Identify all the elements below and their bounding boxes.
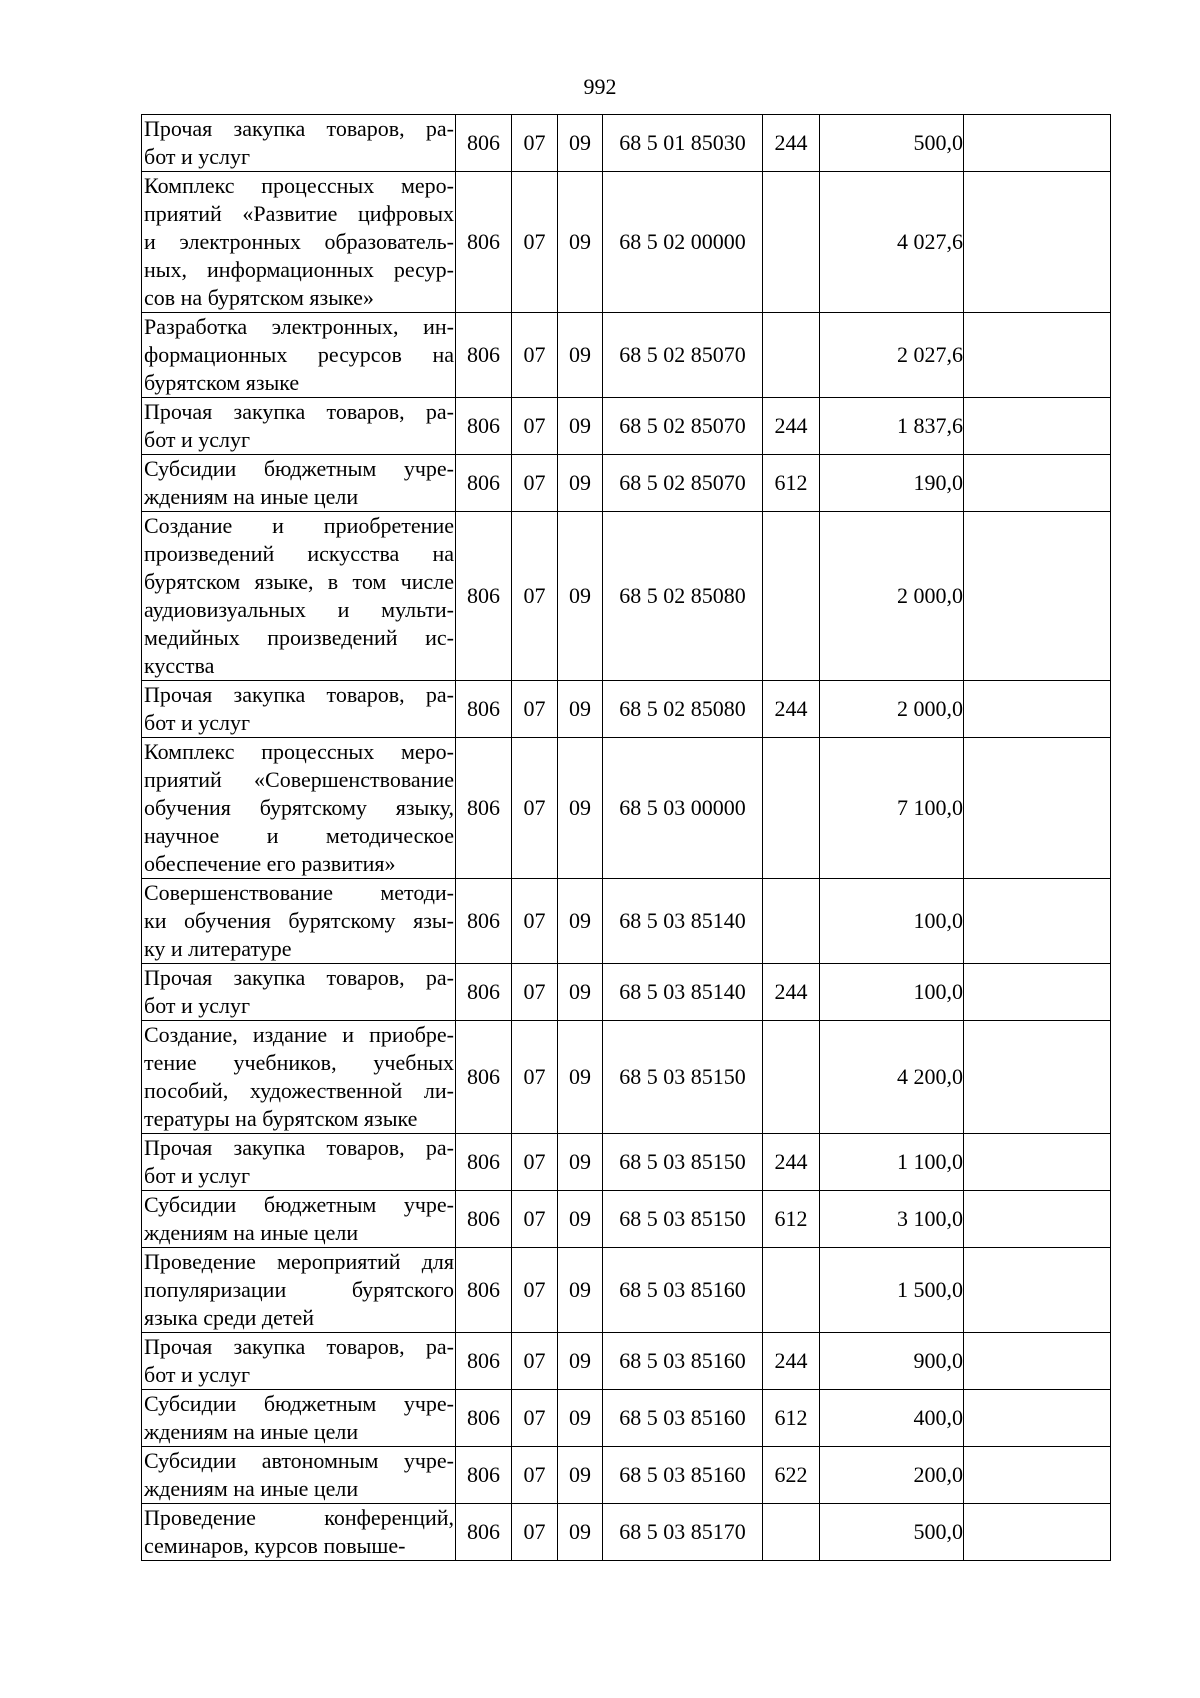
item-name-line: Проведение мероприятий для: [144, 1249, 454, 1274]
item-name-cell: [142, 1021, 456, 1134]
item-name-line: ку и литературе: [144, 936, 292, 961]
amount-cell: 1 100,0: [820, 1134, 964, 1191]
item-name-line: пособий, художественной ли-: [144, 1078, 454, 1103]
expense-type-cell: [763, 313, 820, 398]
item-name-cell: [142, 738, 456, 879]
target-article-cell: 68 5 02 85070: [603, 313, 763, 398]
ministry-code-cell: 806: [456, 172, 512, 313]
table-row: [142, 738, 1111, 879]
ministry-code-cell: 806: [456, 455, 512, 512]
item-name-line: научное и методическое: [144, 823, 454, 848]
subsection-code-cell: 09: [558, 681, 603, 738]
empty-cell: [964, 1248, 1111, 1333]
table-row: [142, 398, 1111, 455]
subsection-code-cell: 09: [558, 1191, 603, 1248]
subsection-code-cell: 09: [558, 455, 603, 512]
subsection-code-cell: 09: [558, 512, 603, 681]
empty-cell: [964, 313, 1111, 398]
item-name-cell: [142, 1447, 456, 1504]
amount-cell: 100,0: [820, 879, 964, 964]
item-name-cell: [142, 964, 456, 1021]
item-name-line: Субсидии бюджетным учре-: [144, 1192, 454, 1217]
target-article-cell: 68 5 02 85070: [603, 455, 763, 512]
item-name-line: Прочая закупка товаров, ра-: [144, 965, 454, 990]
subsection-code-cell: 09: [558, 172, 603, 313]
item-name-line: Создание и приобретение: [144, 513, 454, 538]
table-row: [142, 879, 1111, 964]
subsection-code-cell: 09: [558, 1248, 603, 1333]
ministry-code-cell: 806: [456, 115, 512, 172]
item-name-line: Субсидии автономным учре-: [144, 1448, 454, 1473]
subsection-code-cell: 09: [558, 115, 603, 172]
target-article-cell: 68 5 02 85070: [603, 398, 763, 455]
section-code-cell: 07: [512, 172, 558, 313]
section-code-cell: 07: [512, 1333, 558, 1390]
section-code-cell: 07: [512, 1248, 558, 1333]
table-row: [142, 1447, 1111, 1504]
section-code-cell: 07: [512, 681, 558, 738]
ministry-code-cell: 806: [456, 1390, 512, 1447]
item-name-line: бот и услуг: [144, 710, 251, 735]
expense-type-cell: 244: [763, 964, 820, 1021]
expense-type-cell: [763, 512, 820, 681]
item-name-line: ждениям на иные цели: [144, 1220, 359, 1245]
expense-type-cell: [763, 879, 820, 964]
item-name-cell: [142, 172, 456, 313]
amount-cell: 4 027,6: [820, 172, 964, 313]
amount-cell: 500,0: [820, 115, 964, 172]
ministry-code-cell: 806: [456, 1134, 512, 1191]
table-row: [142, 1134, 1111, 1191]
section-code-cell: 07: [512, 115, 558, 172]
ministry-code-cell: 806: [456, 1333, 512, 1390]
section-code-cell: 07: [512, 1134, 558, 1191]
item-name-cell: [142, 115, 456, 172]
expense-type-cell: [763, 1021, 820, 1134]
item-name-line: Прочая закупка товаров, ра-: [144, 399, 454, 424]
table-row: [142, 681, 1111, 738]
amount-cell: 400,0: [820, 1390, 964, 1447]
expense-type-cell: [763, 1504, 820, 1561]
item-name-line: Прочая закупка товаров, ра-: [144, 116, 454, 141]
item-name-line: популяризации бурятского: [144, 1277, 454, 1302]
target-article-cell: 68 5 03 85150: [603, 1134, 763, 1191]
subsection-code-cell: 09: [558, 1333, 603, 1390]
section-code-cell: 07: [512, 1390, 558, 1447]
ministry-code-cell: 806: [456, 1248, 512, 1333]
subsection-code-cell: 09: [558, 879, 603, 964]
item-name-line: Прочая закупка товаров, ра-: [144, 682, 454, 707]
item-name-line: тературы на бурятском языке: [144, 1106, 418, 1131]
amount-cell: 2 000,0: [820, 681, 964, 738]
amount-cell: 1 837,6: [820, 398, 964, 455]
target-article-cell: 68 5 03 85160: [603, 1447, 763, 1504]
target-article-cell: 68 5 03 00000: [603, 738, 763, 879]
expense-type-cell: [763, 172, 820, 313]
table-row: [142, 455, 1111, 512]
item-name-line: сов на бурятском языке»: [144, 285, 374, 310]
expense-type-cell: 244: [763, 1333, 820, 1390]
table-row: [142, 1021, 1111, 1134]
section-code-cell: 07: [512, 398, 558, 455]
item-name-line: бот и услуг: [144, 1362, 251, 1387]
target-article-cell: 68 5 02 00000: [603, 172, 763, 313]
amount-cell: 3 100,0: [820, 1191, 964, 1248]
target-article-cell: 68 5 02 85080: [603, 681, 763, 738]
section-code-cell: 07: [512, 1447, 558, 1504]
item-name-line: кусства: [144, 653, 215, 678]
subsection-code-cell: 09: [558, 964, 603, 1021]
empty-cell: [964, 172, 1111, 313]
amount-cell: 7 100,0: [820, 738, 964, 879]
item-name-line: Разработка электронных, ин-: [144, 314, 454, 339]
section-code-cell: 07: [512, 738, 558, 879]
item-name-line: ки обучения бурятскому язы-: [144, 908, 454, 933]
item-name-line: ждениям на иные цели: [144, 484, 359, 509]
table-row: [142, 1390, 1111, 1447]
amount-cell: 2 027,6: [820, 313, 964, 398]
table-row: [142, 1504, 1111, 1561]
ministry-code-cell: 806: [456, 964, 512, 1021]
ministry-code-cell: 806: [456, 879, 512, 964]
target-article-cell: 68 5 03 85140: [603, 964, 763, 1021]
ministry-code-cell: 806: [456, 398, 512, 455]
budget-table-body: [142, 115, 1111, 1561]
item-name-line: бот и услуг: [144, 427, 251, 452]
ministry-code-cell: 806: [456, 1447, 512, 1504]
target-article-cell: 68 5 01 85030: [603, 115, 763, 172]
subsection-code-cell: 09: [558, 1447, 603, 1504]
item-name-line: Прочая закупка товаров, ра-: [144, 1135, 454, 1160]
section-code-cell: 07: [512, 1021, 558, 1134]
empty-cell: [964, 1390, 1111, 1447]
target-article-cell: 68 5 03 85150: [603, 1191, 763, 1248]
item-name-line: формационных ресурсов на: [144, 342, 454, 367]
amount-cell: 190,0: [820, 455, 964, 512]
budget-table: [141, 114, 1111, 1561]
item-name-line: ждениям на иные цели: [144, 1476, 359, 1501]
table-row: [142, 964, 1111, 1021]
empty-cell: [964, 398, 1111, 455]
item-name-line: обеспечение его развития»: [144, 851, 396, 876]
target-article-cell: 68 5 03 85160: [603, 1333, 763, 1390]
table-row: [142, 115, 1111, 172]
section-code-cell: 07: [512, 1191, 558, 1248]
empty-cell: [964, 1447, 1111, 1504]
table-row: [142, 512, 1111, 681]
section-code-cell: 07: [512, 879, 558, 964]
item-name-line: ждениям на иные цели: [144, 1419, 359, 1444]
item-name-line: ных, информационных ресур-: [144, 257, 454, 282]
empty-cell: [964, 115, 1111, 172]
empty-cell: [964, 1191, 1111, 1248]
item-name-line: Совершенствование методи-: [144, 880, 454, 905]
target-article-cell: 68 5 03 85160: [603, 1390, 763, 1447]
expense-type-cell: [763, 738, 820, 879]
item-name-line: и электронных образователь-: [144, 229, 454, 254]
empty-cell: [964, 879, 1111, 964]
ministry-code-cell: 806: [456, 1504, 512, 1561]
item-name-cell: [142, 1191, 456, 1248]
item-name-line: семинаров, курсов повыше-: [144, 1533, 406, 1558]
empty-cell: [964, 1021, 1111, 1134]
item-name-line: Комплекс процессных меро-: [144, 739, 454, 764]
item-name-line: Прочая закупка товаров, ра-: [144, 1334, 454, 1359]
table-row: [142, 1248, 1111, 1333]
amount-cell: 1 500,0: [820, 1248, 964, 1333]
section-code-cell: 07: [512, 964, 558, 1021]
item-name-cell: [142, 879, 456, 964]
subsection-code-cell: 09: [558, 1134, 603, 1191]
item-name-cell: [142, 1504, 456, 1561]
expense-type-cell: 612: [763, 1191, 820, 1248]
item-name-cell: [142, 1248, 456, 1333]
item-name-line: медийных произведений ис-: [144, 625, 454, 650]
empty-cell: [964, 1333, 1111, 1390]
item-name-line: бот и услуг: [144, 993, 251, 1018]
section-code-cell: 07: [512, 1504, 558, 1561]
item-name-line: бурятском языке, в том числе: [144, 569, 454, 594]
table-row: [142, 1191, 1111, 1248]
item-name-cell: [142, 455, 456, 512]
item-name-line: приятий «Развитие цифровых: [144, 201, 454, 226]
expense-type-cell: [763, 1248, 820, 1333]
item-name-line: Субсидии бюджетным учре-: [144, 456, 454, 481]
empty-cell: [964, 1134, 1111, 1191]
item-name-line: бурятском языке: [144, 370, 300, 395]
section-code-cell: 07: [512, 455, 558, 512]
expense-type-cell: 244: [763, 115, 820, 172]
table-row: [142, 313, 1111, 398]
empty-cell: [964, 455, 1111, 512]
item-name-line: Проведение конференций,: [144, 1505, 454, 1530]
empty-cell: [964, 738, 1111, 879]
item-name-line: тение учебников, учебных: [144, 1050, 454, 1075]
item-name-cell: [142, 512, 456, 681]
item-name-line: произведений искусства на: [144, 541, 454, 566]
item-name-line: аудиовизуальных и мульти-: [144, 597, 454, 622]
ministry-code-cell: 806: [456, 738, 512, 879]
expense-type-cell: 612: [763, 1390, 820, 1447]
section-code-cell: 07: [512, 512, 558, 681]
empty-cell: [964, 964, 1111, 1021]
expense-type-cell: 612: [763, 455, 820, 512]
subsection-code-cell: 09: [558, 738, 603, 879]
table-row: [142, 1333, 1111, 1390]
amount-cell: 900,0: [820, 1333, 964, 1390]
item-name-line: языка среди детей: [144, 1305, 315, 1330]
amount-cell: 100,0: [820, 964, 964, 1021]
empty-cell: [964, 1504, 1111, 1561]
subsection-code-cell: 09: [558, 1504, 603, 1561]
item-name-line: Субсидии бюджетным учре-: [144, 1391, 454, 1416]
amount-cell: 4 200,0: [820, 1021, 964, 1134]
subsection-code-cell: 09: [558, 398, 603, 455]
table-row: [142, 172, 1111, 313]
expense-type-cell: 244: [763, 398, 820, 455]
ministry-code-cell: 806: [456, 512, 512, 681]
expense-type-cell: 244: [763, 681, 820, 738]
amount-cell: 2 000,0: [820, 512, 964, 681]
target-article-cell: 68 5 03 85170: [603, 1504, 763, 1561]
ministry-code-cell: 806: [456, 313, 512, 398]
item-name-line: приятий «Совершенствование: [144, 767, 454, 792]
ministry-code-cell: 806: [456, 1021, 512, 1134]
item-name-cell: [142, 681, 456, 738]
subsection-code-cell: 09: [558, 1021, 603, 1134]
subsection-code-cell: 09: [558, 1390, 603, 1447]
target-article-cell: 68 5 03 85160: [603, 1248, 763, 1333]
ministry-code-cell: 806: [456, 681, 512, 738]
item-name-line: бот и услуг: [144, 1163, 251, 1188]
item-name-line: бот и услуг: [144, 144, 251, 169]
page-number: 992: [583, 74, 617, 99]
item-name-line: Создание, издание и приобре-: [144, 1022, 454, 1047]
item-name-cell: [142, 398, 456, 455]
item-name-line: обучения бурятскому языку,: [144, 795, 454, 820]
item-name-line: Комплекс процессных меро-: [144, 173, 454, 198]
target-article-cell: 68 5 02 85080: [603, 512, 763, 681]
amount-cell: 200,0: [820, 1447, 964, 1504]
ministry-code-cell: 806: [456, 1191, 512, 1248]
expense-type-cell: 244: [763, 1134, 820, 1191]
item-name-cell: [142, 1333, 456, 1390]
target-article-cell: 68 5 03 85150: [603, 1021, 763, 1134]
amount-cell: 500,0: [820, 1504, 964, 1561]
expense-type-cell: 622: [763, 1447, 820, 1504]
empty-cell: [964, 512, 1111, 681]
target-article-cell: 68 5 03 85140: [603, 879, 763, 964]
item-name-cell: [142, 313, 456, 398]
section-code-cell: 07: [512, 313, 558, 398]
empty-cell: [964, 681, 1111, 738]
subsection-code-cell: 09: [558, 313, 603, 398]
item-name-cell: [142, 1134, 456, 1191]
item-name-cell: [142, 1390, 456, 1447]
